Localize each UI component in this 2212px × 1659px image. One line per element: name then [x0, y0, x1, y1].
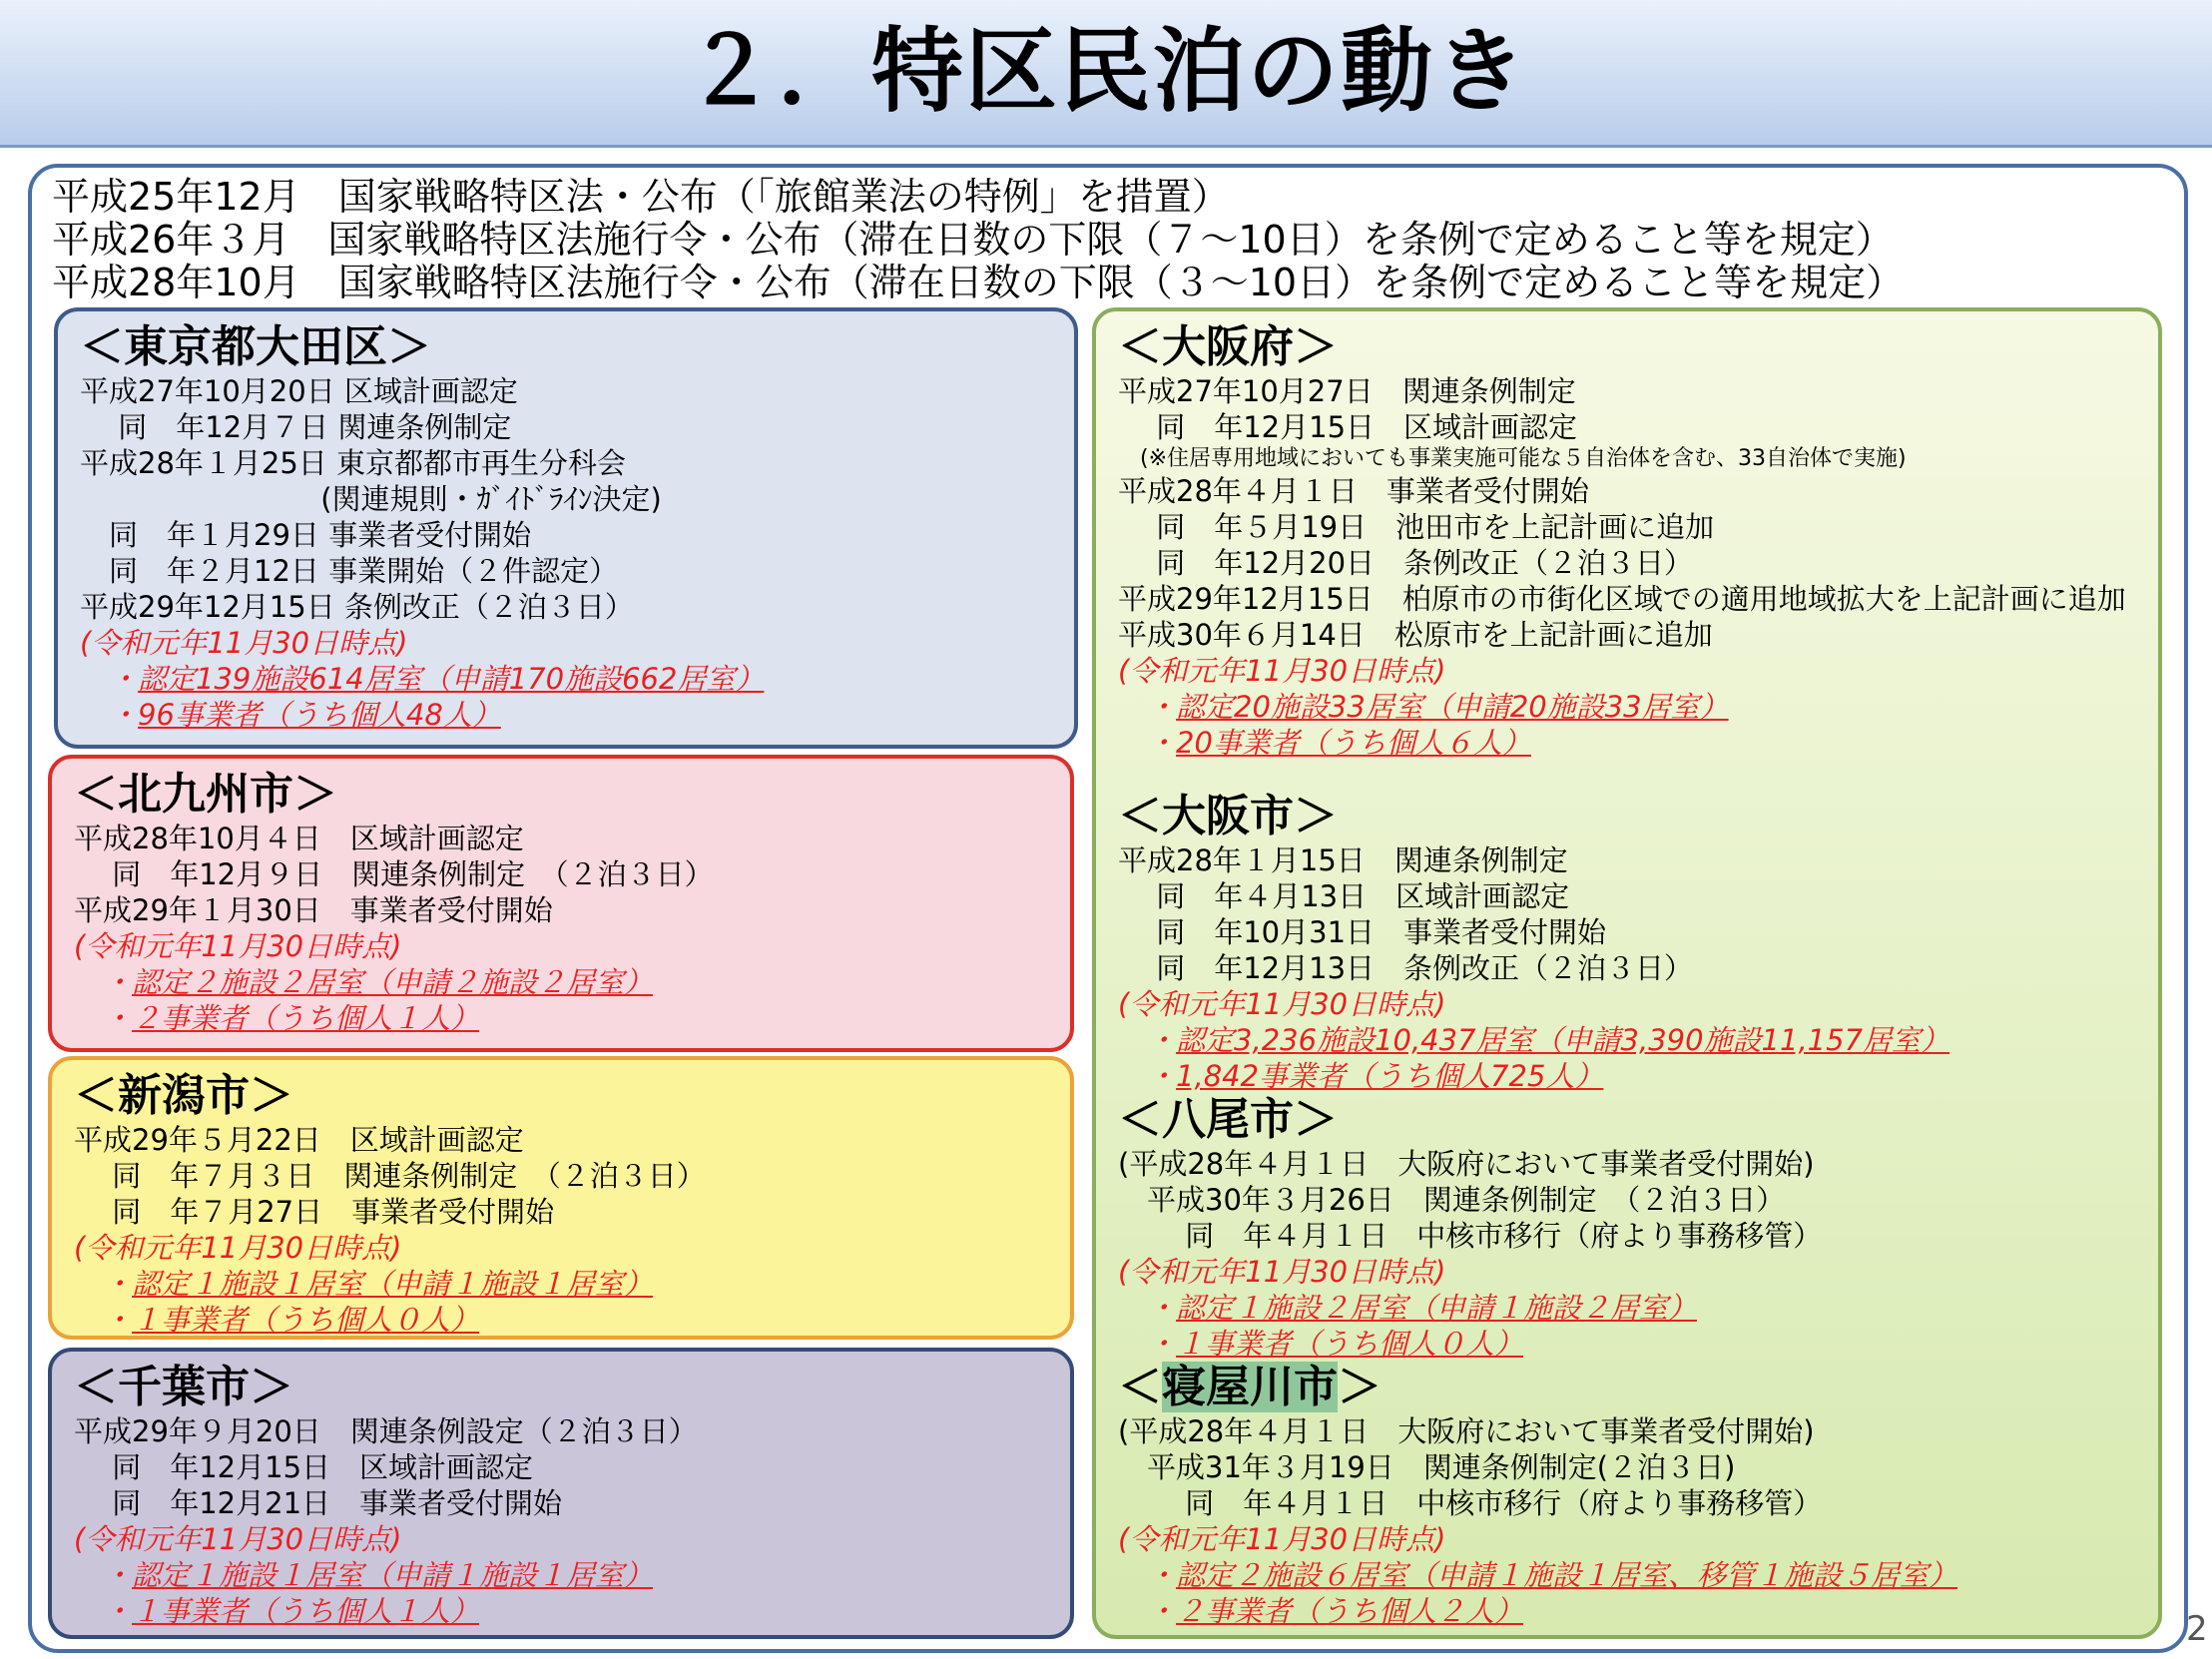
- yao-operators: １事業者（うち個人０人）: [1176, 1327, 1524, 1361]
- kitakyushu-certified: 認定２施設２居室（申請２施設２居室）: [132, 965, 654, 999]
- neyagawa-title-close: ＞: [1338, 1362, 1382, 1412]
- neyagawa-certified: 認定２施設６居室（申請１施設１居室、移管１施設５居室）: [1176, 1558, 1958, 1592]
- osaka-city-bullet: [1118, 1022, 2158, 1058]
- osaka-city-title: ＜大阪市＞: [1118, 791, 1338, 841]
- ota-line: (関連規則・ｶﾞｲﾄﾞﾗｲﾝ決定): [80, 482, 662, 516]
- chiba-line: 同 年12月15日 区域計画認定: [74, 1450, 534, 1484]
- kitakyushu-bullet: [74, 1000, 1070, 1036]
- yao-title: ＜八尾市＞: [1118, 1094, 1338, 1145]
- osaka-city-line: 同 年10月31日 事業者受付開始: [1118, 915, 1607, 949]
- kitakyushu-line: 同 年12月９日 関連条例制定 （２泊３日）: [74, 857, 714, 891]
- bullet-mark: ・: [109, 698, 139, 732]
- ota-line: 同 年12月７日 関連条例制定: [80, 410, 512, 444]
- osaka-pref-bullet: [1118, 689, 2158, 725]
- ota-certified: 認定139施設614居室（申請170施設662居室）: [138, 662, 765, 696]
- bullet-mark: ・: [1147, 1594, 1177, 1628]
- neyagawa-bullet: [1118, 1557, 2158, 1593]
- chiba-title: ＜千葉市＞: [74, 1362, 293, 1412]
- bullet-mark: ・: [1147, 726, 1177, 760]
- osaka-region-box: [1092, 307, 2162, 1639]
- osaka-pref-line: 平成30年６月14日 松原市を上記計画に追加: [1118, 618, 1713, 652]
- osaka-city-bullet: [1118, 1058, 2158, 1094]
- ota-line: 平成28年１月25日 東京都都市再生分科会: [80, 446, 627, 480]
- ota-ward-box: [54, 307, 1078, 749]
- osaka-city-certified: 認定3,236施設10,437居室（申請3,390施設11,157居室）: [1176, 1023, 1950, 1057]
- kitakyushu-line: 平成29年１月30日 事業者受付開始: [74, 893, 553, 927]
- neyagawa-line: 平成31年３月19日 関連条例制定(２泊３日): [1118, 1450, 1736, 1484]
- bullet-mark: ・: [103, 1594, 133, 1628]
- neyagawa-title: [1118, 1362, 2158, 1413]
- ota-ward-title: ＜東京都大田区＞: [80, 321, 431, 372]
- yao-certified: 認定１施設２居室（申請１施設２居室）: [1176, 1291, 1698, 1325]
- ota-line: 同 年２月12日 事業開始（２件認定）: [80, 554, 619, 588]
- niigata-line: 平成29年５月22日 区域計画認定: [74, 1123, 524, 1157]
- neyagawa-title-open: ＜: [1118, 1362, 1162, 1412]
- osaka-city-line: 同 年12月13日 条例改正（２泊３日）: [1118, 951, 1694, 985]
- yao-line: 同 年４月１日 中核市移行（府より事務移管）: [1118, 1219, 1823, 1253]
- chiba-status-date: (令和元年11月30日時点): [74, 1522, 402, 1556]
- osaka-pref-status-date: (令和元年11月30日時点): [1118, 654, 1446, 688]
- osaka-pref-title: ＜大阪府＞: [1118, 321, 1338, 372]
- ota-operators: 96事業者（うち個人48人）: [138, 698, 501, 732]
- niigata-bullet: [74, 1266, 1070, 1302]
- osaka-pref-line: 平成29年12月15日 柏原市の市街化区域での適用地域拡大を上記計画に追加: [1118, 582, 2126, 616]
- neyagawa-title-name: 寝屋川市: [1162, 1362, 1338, 1412]
- bullet-mark: ・: [103, 1001, 133, 1035]
- ota-bullet: [80, 697, 1074, 733]
- osaka-pref-certified: 認定20施設33居室（申請20施設33居室）: [1176, 690, 1729, 724]
- niigata-status-date: (令和元年11月30日時点): [74, 1231, 402, 1265]
- chiba-bullet: [74, 1557, 1070, 1593]
- neyagawa-bullet: [1118, 1593, 2158, 1629]
- ota-line: 平成27年10月20日 区域計画認定: [80, 374, 518, 408]
- osaka-city-operators: 1,842事業者（うち個人725人）: [1176, 1059, 1604, 1093]
- osaka-pref-operators: 20事業者（うち個人６人）: [1176, 726, 1531, 760]
- yao-bullet: [1118, 1326, 2158, 1362]
- kitakyushu-title: ＜北九州市＞: [74, 769, 337, 820]
- osaka-city-line: 同 年４月13日 区域計画認定: [1118, 879, 1570, 913]
- yao-bullet: [1118, 1290, 2158, 1326]
- neyagawa-line: 同 年４月１日 中核市移行（府より事務移管）: [1118, 1486, 1823, 1520]
- osaka-pref-line: 平成27年10月27日 関連条例制定: [1118, 374, 1576, 408]
- niigata-line: 同 年７月３日 関連条例制定 （２泊３日）: [74, 1159, 706, 1193]
- yao-line: 平成30年３月26日 関連条例制定 （２泊３日）: [1118, 1183, 1786, 1217]
- bullet-mark: ・: [1147, 1291, 1177, 1325]
- kitakyushu-bullet: [74, 964, 1070, 1000]
- osaka-city-status-date: (令和元年11月30日時点): [1118, 987, 1446, 1021]
- kitakyushu-operators: ２事業者（うち個人１人）: [132, 1001, 480, 1035]
- niigata-bullet: [74, 1302, 1070, 1338]
- yao-status-date: (令和元年11月30日時点): [1118, 1255, 1446, 1289]
- yao-line: (平成28年４月１日 大阪府において事業者受付開始): [1118, 1147, 1815, 1181]
- chiba-line: 同 年12月21日 事業者受付開始: [74, 1486, 563, 1520]
- bullet-mark: ・: [1147, 1023, 1177, 1057]
- neyagawa-operators: ２事業者（うち個人２人）: [1176, 1594, 1524, 1628]
- bullet-mark: ・: [103, 965, 133, 999]
- ota-bullet: [80, 661, 1074, 697]
- intro-line: 平成26年３月 国家戦略特区法施行令・公布（滞在日数の下限（７～10日）を条例で定めること等を規定）: [52, 218, 1894, 262]
- bullet-mark: ・: [1147, 1558, 1177, 1592]
- niigata-title: ＜新潟市＞: [74, 1070, 293, 1121]
- niigata-operators: １事業者（うち個人０人）: [132, 1303, 480, 1337]
- intro-line: 平成25年12月 国家戦略特区法・公布（「旅館業法の特例」を措置）: [52, 175, 1230, 219]
- bullet-mark: ・: [103, 1267, 133, 1301]
- bullet-mark: ・: [109, 662, 139, 696]
- ota-line: 平成29年12月15日 条例改正（２泊３日）: [80, 590, 634, 624]
- osaka-city-line: 平成28年１月15日 関連条例制定: [1118, 843, 1568, 877]
- osaka-pref-line: 同 年５月19日 池田市を上記計画に追加: [1118, 510, 1715, 544]
- title-bar: [0, 0, 2212, 148]
- bullet-mark: ・: [1147, 1327, 1177, 1361]
- osaka-pref-line: 同 年12月20日 条例改正（２泊３日）: [1118, 546, 1694, 580]
- neyagawa-status-date: (令和元年11月30日時点): [1118, 1522, 1446, 1556]
- page-title: ２．特区民泊の動き: [683, 18, 1528, 125]
- intro-timeline: [52, 176, 1904, 304]
- kitakyushu-line: 平成28年10月４日 区域計画認定: [74, 822, 524, 855]
- osaka-pref-line: 同 年12月15日 区域計画認定: [1118, 410, 1578, 444]
- chiba-certified: 認定１施設１居室（申請１施設１居室）: [132, 1558, 654, 1592]
- niigata-line: 同 年７月27日 事業者受付開始: [74, 1195, 555, 1229]
- bullet-mark: ・: [103, 1558, 133, 1592]
- intro-line: 平成28年10月 国家戦略特区法施行令・公布（滞在日数の下限（３～10日）を条例で定めること等を規定）: [52, 261, 1905, 304]
- chiba-box: [48, 1348, 1074, 1639]
- chiba-operators: １事業者（うち個人１人）: [132, 1594, 480, 1628]
- bullet-mark: ・: [1147, 1059, 1177, 1093]
- osaka-pref-line: 平成28年４月１日 事業者受付開始: [1118, 474, 1589, 508]
- page-number: 2: [2186, 1609, 2208, 1649]
- bullet-mark: ・: [1147, 690, 1177, 724]
- chiba-line: 平成29年９月20日 関連条例設定（２泊３日）: [74, 1414, 698, 1448]
- osaka-pref-bullet: [1118, 725, 2158, 761]
- bullet-mark: ・: [103, 1303, 133, 1337]
- kitakyushu-box: [48, 755, 1074, 1052]
- niigata-box: [48, 1056, 1074, 1340]
- chiba-bullet: [74, 1593, 1070, 1629]
- kitakyushu-status-date: (令和元年11月30日時点): [74, 929, 402, 963]
- neyagawa-line: (平成28年４月１日 大阪府において事業者受付開始): [1118, 1414, 1815, 1448]
- osaka-pref-note: (※住居専用地域においても事業実施可能な５自治体を含む、33自治体で実施): [1118, 446, 1907, 471]
- niigata-certified: 認定１施設１居室（申請１施設１居室）: [132, 1267, 654, 1301]
- ota-line: 同 年１月29日 事業者受付開始: [80, 518, 532, 552]
- ota-status-date: (令和元年11月30日時点): [80, 626, 408, 660]
